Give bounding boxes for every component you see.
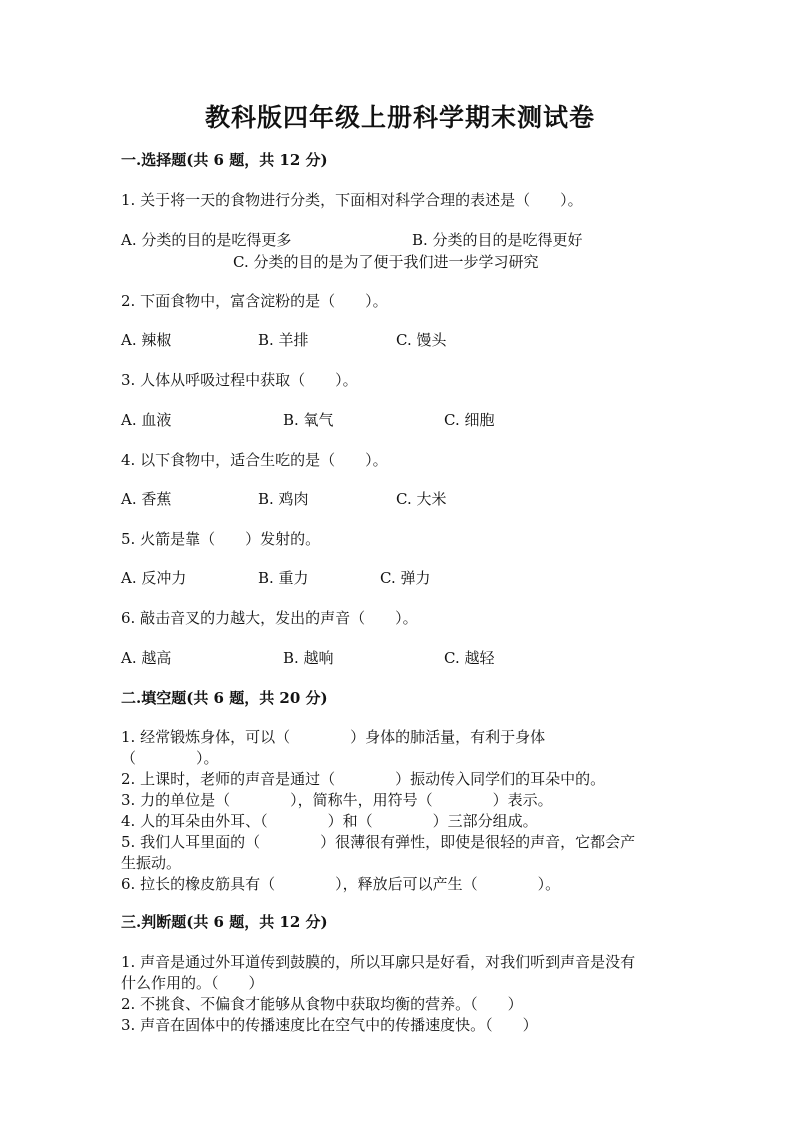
- section-heading-judge: 三.判断题(共 6 题，共 12 分): [121, 913, 328, 931]
- judge-line: 1. 声音是通过外耳道传到鼓膜的，所以耳廓只是好看，对我们听到声音是没有: [121, 953, 636, 971]
- question-option: B. 分类的目的是吃得更好: [412, 231, 583, 249]
- question-option: B. 越响: [283, 649, 334, 667]
- question-option: C. 大米: [396, 490, 447, 508]
- judge-line: 什么作用的。（ ）: [121, 974, 264, 992]
- section-heading-fill: 二.填空题(共 6 题，共 20 分): [121, 689, 328, 707]
- fill-line: 1. 经常锻炼身体，可以（ ）身体的肺活量，有利于身体: [121, 728, 546, 746]
- fill-line: 5. 我们人耳里面的（ ）很薄很有弹性，即使是很轻的声音，它都会产: [121, 833, 636, 851]
- question-option: A. 辣椒: [121, 331, 172, 349]
- question-option: B. 羊排: [258, 331, 309, 349]
- question-stem: 2. 下面食物中，富含淀粉的是（ ）。: [121, 292, 388, 310]
- question-stem: 3. 人体从呼吸过程中获取（ ）。: [121, 371, 358, 389]
- question-option: A. 越高: [121, 649, 172, 667]
- page-title: 教科版四年级上册科学期末测试卷: [204, 103, 595, 132]
- question-option: A. 分类的目的是吃得更多: [121, 231, 292, 249]
- question-option: A. 香蕉: [121, 490, 172, 508]
- question-option: C. 馒头: [396, 331, 447, 349]
- question-stem: 5. 火箭是靠（ ）发射的。: [121, 530, 321, 548]
- question-stem: 4. 以下食物中，适合生吃的是（ ）。: [121, 451, 388, 469]
- question-stem: 6. 敲击音叉的力越大，发出的声音（ ）。: [121, 609, 418, 627]
- question-option: B. 鸡肉: [258, 490, 309, 508]
- fill-line: （ ）。: [121, 749, 219, 767]
- question-option: C. 越轻: [444, 649, 495, 667]
- judge-line: 3. 声音在固体中的传播速度比在空气中的传播速度快。（ ）: [121, 1016, 538, 1034]
- question-option: B. 重力: [258, 569, 309, 587]
- fill-line: 4. 人的耳朵由外耳、（ ）和（ ）三部分组成。: [121, 812, 538, 830]
- question-option: C. 细胞: [444, 411, 495, 429]
- section-heading-choice: 一.选择题(共 6 题，共 12 分): [121, 151, 328, 169]
- question-stem: 1. 关于将一天的食物进行分类，下面相对科学合理的表述是（ ）。: [121, 191, 583, 209]
- fill-line: 3. 力的单位是（ ），简称牛，用符号（ ）表示。: [121, 791, 553, 809]
- question-option: B. 氧气: [283, 411, 334, 429]
- question-option: C. 分类的目的是为了便于我们进一步学习研究: [233, 253, 539, 271]
- question-option: C. 弹力: [380, 569, 431, 587]
- fill-line: 6. 拉长的橡皮筋具有（ ），释放后可以产生（ ）。: [121, 875, 561, 893]
- question-option: A. 血液: [121, 411, 172, 429]
- fill-line: 2. 上课时，老师的声音是通过（ ）振动传入同学们的耳朵中的。: [121, 770, 606, 788]
- fill-line: 生振动。: [121, 854, 182, 872]
- question-option: A. 反冲力: [121, 569, 187, 587]
- judge-line: 2. 不挑食、不偏食才能够从食物中获取均衡的营养。（ ）: [121, 995, 523, 1013]
